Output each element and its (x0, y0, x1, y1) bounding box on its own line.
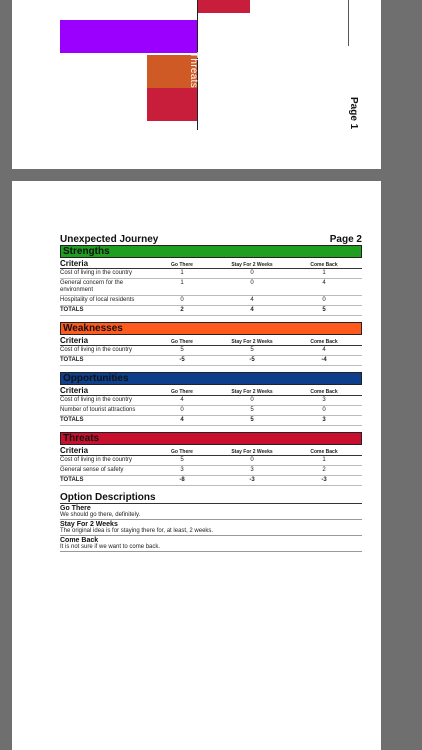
score-cell: 5 (180, 347, 184, 353)
totals-row (60, 416, 362, 426)
report-header (60, 231, 362, 245)
score-cell: 3 (322, 397, 326, 403)
criterion-label: Cost of living in the country (60, 270, 133, 276)
section-title: Opportunities (60, 372, 362, 385)
score-cell: 1 (180, 270, 184, 276)
report-title: Unexpected Journey (60, 234, 159, 245)
score-cell: 1 (180, 280, 184, 286)
sections (60, 245, 362, 486)
option-descriptions (60, 505, 362, 552)
totals-label: TOTALS (60, 477, 84, 483)
table-row (60, 346, 362, 356)
threats-bar-top (198, 0, 250, 13)
column-header-row (60, 335, 362, 346)
section-title: Weaknesses (60, 322, 362, 335)
column-header: Come Back (310, 449, 338, 455)
score-cell: 0 (180, 297, 184, 303)
score-cell: 0 (322, 407, 326, 413)
column-header-row (60, 385, 362, 396)
totals-row (60, 476, 362, 486)
section-threats (60, 432, 362, 486)
table-row (60, 296, 362, 306)
criterion-label: Cost of living in the country (60, 347, 133, 353)
total-cell: -5 (179, 357, 185, 363)
column-header: Go There (171, 449, 193, 455)
score-cell: 3 (250, 467, 254, 473)
score-cell: 3 (180, 467, 184, 473)
total-cell: 2 (180, 307, 184, 313)
table-row (60, 279, 362, 296)
criteria-header: Criteria (60, 446, 89, 455)
criterion-label: Cost of living in the country (60, 397, 133, 403)
section-title: Threats (60, 432, 362, 445)
option-name: Stay For 2 Weeks (60, 521, 118, 528)
column-header: Go There (171, 262, 193, 268)
score-cell: 2 (322, 467, 326, 473)
score-cell: 0 (250, 457, 254, 463)
total-cell: 4 (180, 417, 184, 423)
score-cell: 0 (250, 280, 254, 286)
page-2 (12, 181, 381, 750)
totals-row (60, 356, 362, 366)
criterion-label: Number of tourist attractions (60, 407, 136, 413)
option-description: It is not sure if we want to come back. (60, 544, 362, 552)
score-cell: 1 (322, 270, 326, 276)
column-header-row (60, 445, 362, 456)
criterion-label: General sense of safety (60, 467, 124, 473)
table-row (60, 466, 362, 476)
column-header: Go There (171, 389, 193, 395)
total-cell: -5 (249, 357, 255, 363)
section-strengths (60, 245, 362, 316)
score-cell: 0 (250, 397, 254, 403)
column-header: Stay For 2 Weeks (231, 262, 273, 268)
column-header-row (60, 258, 362, 269)
threats-bar-red (147, 88, 198, 121)
column-header: Come Back (310, 262, 338, 268)
totals-label: TOTALS (60, 417, 84, 423)
criteria-header: Criteria (60, 336, 89, 345)
swot-report (60, 231, 362, 552)
total-cell: 3 (322, 417, 326, 423)
totals-row (60, 306, 362, 316)
total-cell: 5 (322, 307, 326, 313)
total-cell: 5 (250, 417, 254, 423)
table-row (60, 456, 362, 466)
column-header: Stay For 2 Weeks (231, 389, 273, 395)
criterion-label: Cost of living in the country (60, 457, 133, 463)
column-header: Come Back (310, 339, 338, 345)
table-row (60, 406, 362, 416)
total-cell: -3 (249, 477, 255, 483)
section-weaknesses (60, 322, 362, 366)
section-title: Strengths (60, 245, 362, 258)
criterion-label: Hospitality of local residents (60, 297, 135, 303)
score-cell: 5 (250, 407, 254, 413)
weaknesses-bar (60, 20, 198, 53)
criterion-label: General concern for the environment (60, 280, 124, 293)
score-cell: 4 (250, 297, 254, 303)
score-cell: 0 (180, 407, 184, 413)
threats-axis-label: Threats (188, 52, 199, 89)
criteria-header: Criteria (60, 386, 89, 395)
total-cell: -8 (179, 477, 185, 483)
score-cell: 0 (322, 297, 326, 303)
score-cell: 5 (250, 347, 254, 353)
score-cell: 1 (322, 457, 326, 463)
option-name: Go There (60, 505, 91, 512)
table-row (60, 396, 362, 406)
options-title: Option Descriptions (60, 492, 362, 504)
totals-label: TOTALS (60, 357, 84, 363)
page-edge-line (348, 0, 349, 46)
score-cell: 4 (180, 397, 184, 403)
section-opportunities (60, 372, 362, 426)
total-cell: 4 (250, 307, 254, 313)
table-row (60, 269, 362, 279)
totals-label: TOTALS (60, 307, 84, 313)
total-cell: -3 (321, 477, 327, 483)
score-cell: 0 (250, 270, 254, 276)
score-cell: 4 (322, 347, 326, 353)
option-description: We should go there, definitely. (60, 512, 362, 520)
score-cell: 4 (322, 280, 326, 286)
score-cell: 5 (180, 457, 184, 463)
column-header: Stay For 2 Weeks (231, 449, 273, 455)
column-header: Go There (171, 339, 193, 345)
column-header: Stay For 2 Weeks (231, 339, 273, 345)
page-1 (12, 0, 381, 169)
option-description: The original idea is for staying there for, at least, 2 weeks. (60, 528, 362, 536)
option-name: Come Back (60, 537, 99, 544)
page-number: Page 1 (348, 97, 359, 130)
total-cell: -4 (321, 357, 327, 363)
page-number: Page 2 (329, 234, 362, 245)
criteria-header: Criteria (60, 259, 89, 268)
column-header: Come Back (310, 389, 338, 395)
